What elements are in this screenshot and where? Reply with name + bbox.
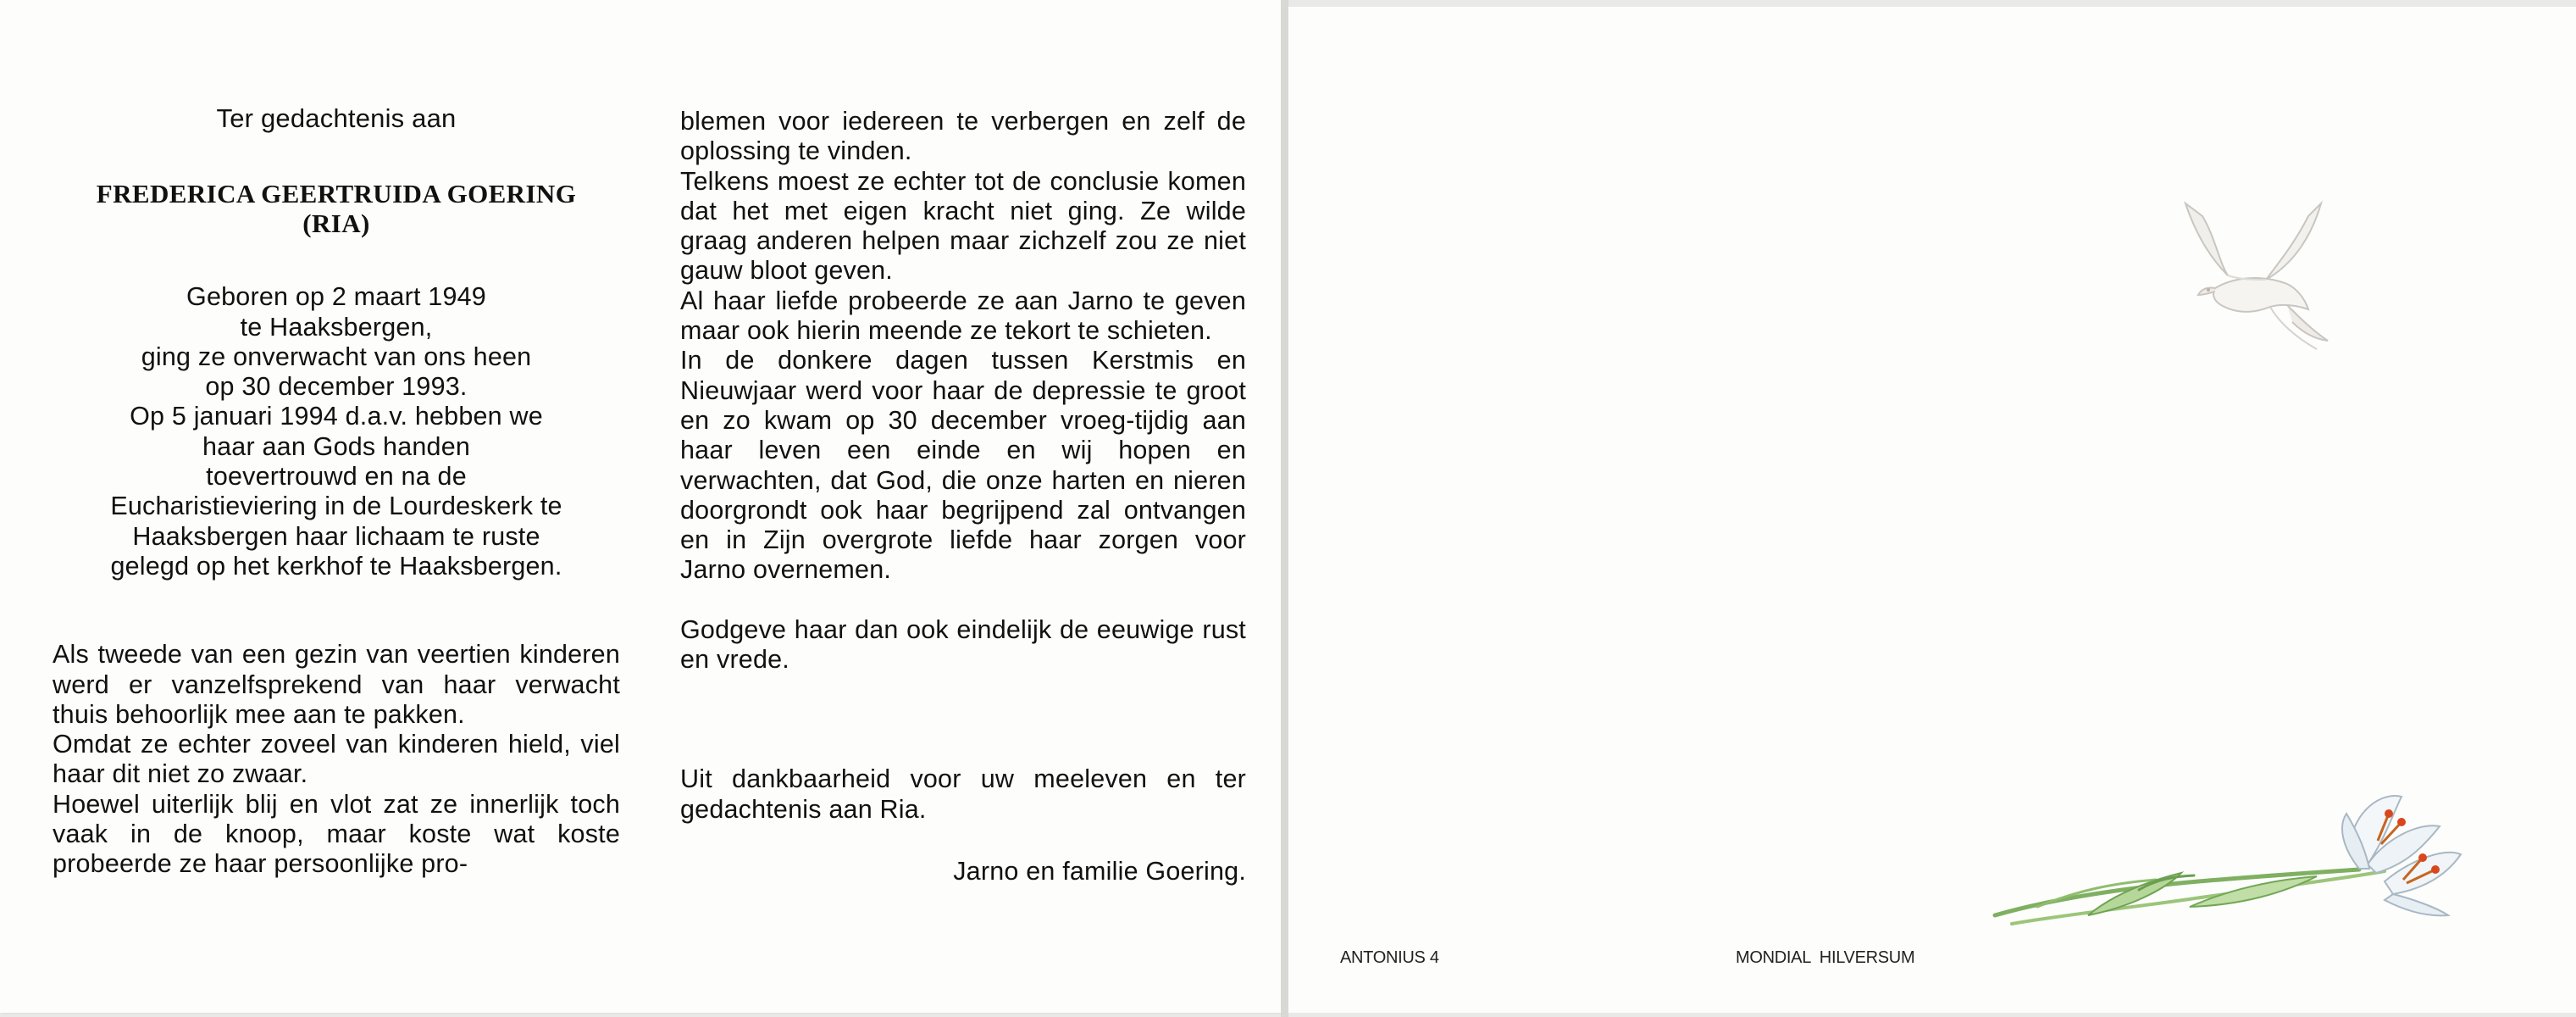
deceased-name: FREDERICA GEERTRUIDA GOERING — [96, 179, 577, 209]
text-column-right — [680, 107, 1246, 886]
publisher-label: MONDIAL HILVERSUM — [1736, 948, 1915, 967]
bio-paragraph-7: In de donkere dagen tussen Kerstmis en Nieuwjaar werd voor haar de depressie te groot en zo kwam op 30 december vroeg-tijdig aan haar leven een einde en wij hopen en verwachten, dat God, die onze harten en nieren doorgrondt ook haar begrijpend zal ontvangen en in Zijn overgrote liefde haar zorgen voor Jarno overnemen. — [680, 346, 1246, 585]
lily-flowers-icon — [1986, 788, 2495, 932]
deceased-nickname: (RIA) — [302, 208, 370, 239]
signature: Jarno en familie Goering. — [953, 856, 1246, 886]
bio-paragraph-5: Telkens moest ze echter tot de conclusie komen dat het met eigen kracht niet ging. Ze wilde graag anderen helpen maar zichzelf zou ze niet gauw bloot geven. — [680, 166, 1246, 286]
text-column-left — [53, 103, 620, 880]
bio-paragraph-4: blemen voor iedereen te verbergen en zelf de oplossing te vinden. — [680, 107, 1246, 166]
bio-paragraph-1: Als tweede van een gezin van veertien kinderen werd er vanzelfsprekend van haar verwacht thuis behoorlijk mee aan te pakken. — [53, 640, 620, 729]
thanks-paragraph: Uit dankbaarheid voor uw meeleven en ter gedachtenis aan Ria. — [680, 764, 1246, 824]
prayer-paragraph: Godgeve haar dan ook eindelijk de eeuwige rust en vrede. — [680, 614, 1246, 675]
memorial-card-inside — [0, 0, 1281, 1013]
bio-paragraph-2: Omdat ze echter zoveel van kinderen hield, viel haar dit niet zo zwaar. — [53, 730, 620, 789]
card-fold — [1281, 0, 1288, 1017]
life-details: Geboren op 2 maart 1949 te Haaksbergen, ging ze onverwacht van ons heen op 30 december 1993. Op 5 januari 1994 d.a.v. hebben we haar aan Gods handen toevertrouwd en na de Eucharistieviering in de Lourdeskerk te Haaksbergen haar lichaam te ruste gelegd op het kerkhof te Haaksbergen. — [110, 282, 562, 581]
dove-icon — [2169, 195, 2338, 364]
bio-paragraph-3: Hoewel uiterlijk blij en vlot zat ze innerlijk toch vaak in de knoop, maar koste wat koste probeerde ze haar persoonlijke pro- — [53, 789, 620, 879]
card-model-label: ANTONIUS 4 — [1340, 948, 1439, 967]
intro-text: Ter gedachtenis aan — [216, 103, 457, 133]
bio-paragraph-6: Al haar liefde probeerde ze aan Jarno te geven maar ook hierin meende ze tekort te schieten. — [680, 286, 1246, 346]
